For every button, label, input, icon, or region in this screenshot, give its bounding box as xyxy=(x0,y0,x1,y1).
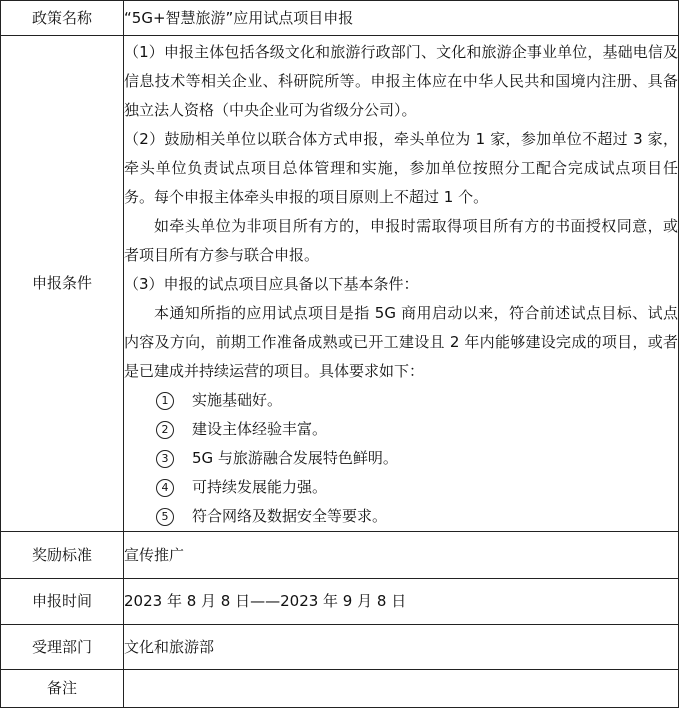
table-row-conditions xyxy=(1,36,679,532)
policy-name-label: 政策名称 xyxy=(1,1,124,36)
requirement-item-2 xyxy=(156,415,678,444)
circled-number-1: 1 xyxy=(156,392,174,410)
condition-paragraph-5: 本通知所指的应用试点项目是指 5G 商用启动以来，符合前述试点目标、试点内容及方向，前期工作准备成熟或已开工建设且 2 年内能够建设完成的项目，或者是已建成并持续运营的项目。具体要求如下： xyxy=(124,304,678,380)
requirement-text-4: 可持续发展能力强。 xyxy=(192,478,328,496)
conditions-label: 申报条件 xyxy=(1,36,124,532)
reward-label: 奖励标准 xyxy=(1,532,124,579)
table-row-note xyxy=(1,670,679,708)
requirement-item-3 xyxy=(156,444,678,473)
requirement-item-1 xyxy=(156,386,678,415)
circled-number-5: 5 xyxy=(156,508,174,526)
time-label: 申报时间 xyxy=(1,579,124,625)
circled-number-4: 4 xyxy=(156,479,174,497)
requirement-text-1: 实施基础好。 xyxy=(192,391,283,409)
table-row-time xyxy=(1,579,679,625)
requirement-text-3: 5G 与旅游融合发展特色鲜明。 xyxy=(192,449,398,467)
reward-value: 宣传推广 xyxy=(124,532,679,579)
requirement-text-2: 建设主体经验丰富。 xyxy=(192,420,328,438)
dept-value: 文化和旅游部 xyxy=(124,625,679,670)
condition-paragraph-4: （3）申报的试点项目应具备以下基本条件： xyxy=(124,275,419,293)
note-label: 备注 xyxy=(1,670,124,708)
requirement-item-4 xyxy=(156,473,678,502)
condition-paragraph-2: （2）鼓励相关单位以联合体方式申报，牵头单位为 1 家，参加单位不超过 3 家，牵头单位负责试点项目总体管理和实施，参加单位按照分工配合完成试点项目任务。每个申报主体牵头申报的项目原则上不超过 1 个。 xyxy=(124,130,678,206)
condition-paragraph-3: 如牵头单位为非项目所有方的，申报时需取得项目所有方的书面授权同意，或者项目所有方参与联合申报。 xyxy=(124,217,678,264)
time-value: 2023 年 8 月 8 日——2023 年 9 月 8 日 xyxy=(124,579,679,625)
conditions-content xyxy=(124,36,679,532)
circled-number-3: 3 xyxy=(156,450,174,468)
table-row-reward xyxy=(1,532,679,579)
dept-label: 受理部门 xyxy=(1,625,124,670)
policy-name-value: “5G+智慧旅游”应用试点项目申报 xyxy=(124,1,679,36)
table-row-dept xyxy=(1,625,679,670)
table-row-policy-name xyxy=(1,1,679,36)
requirement-text-5: 符合网络及数据安全等要求。 xyxy=(192,507,388,525)
requirement-item-5 xyxy=(156,502,678,531)
note-value xyxy=(124,670,679,708)
condition-paragraph-1: （1）申报主体包括各级文化和旅游行政部门、文化和旅游企事业单位，基础电信及信息技术等相关企业、科研院所等。申报主体应在中华人民共和国境内注册、具备独立法人资格（中央企业可为省级分公司）。 xyxy=(124,43,678,119)
circled-number-2: 2 xyxy=(156,421,174,439)
